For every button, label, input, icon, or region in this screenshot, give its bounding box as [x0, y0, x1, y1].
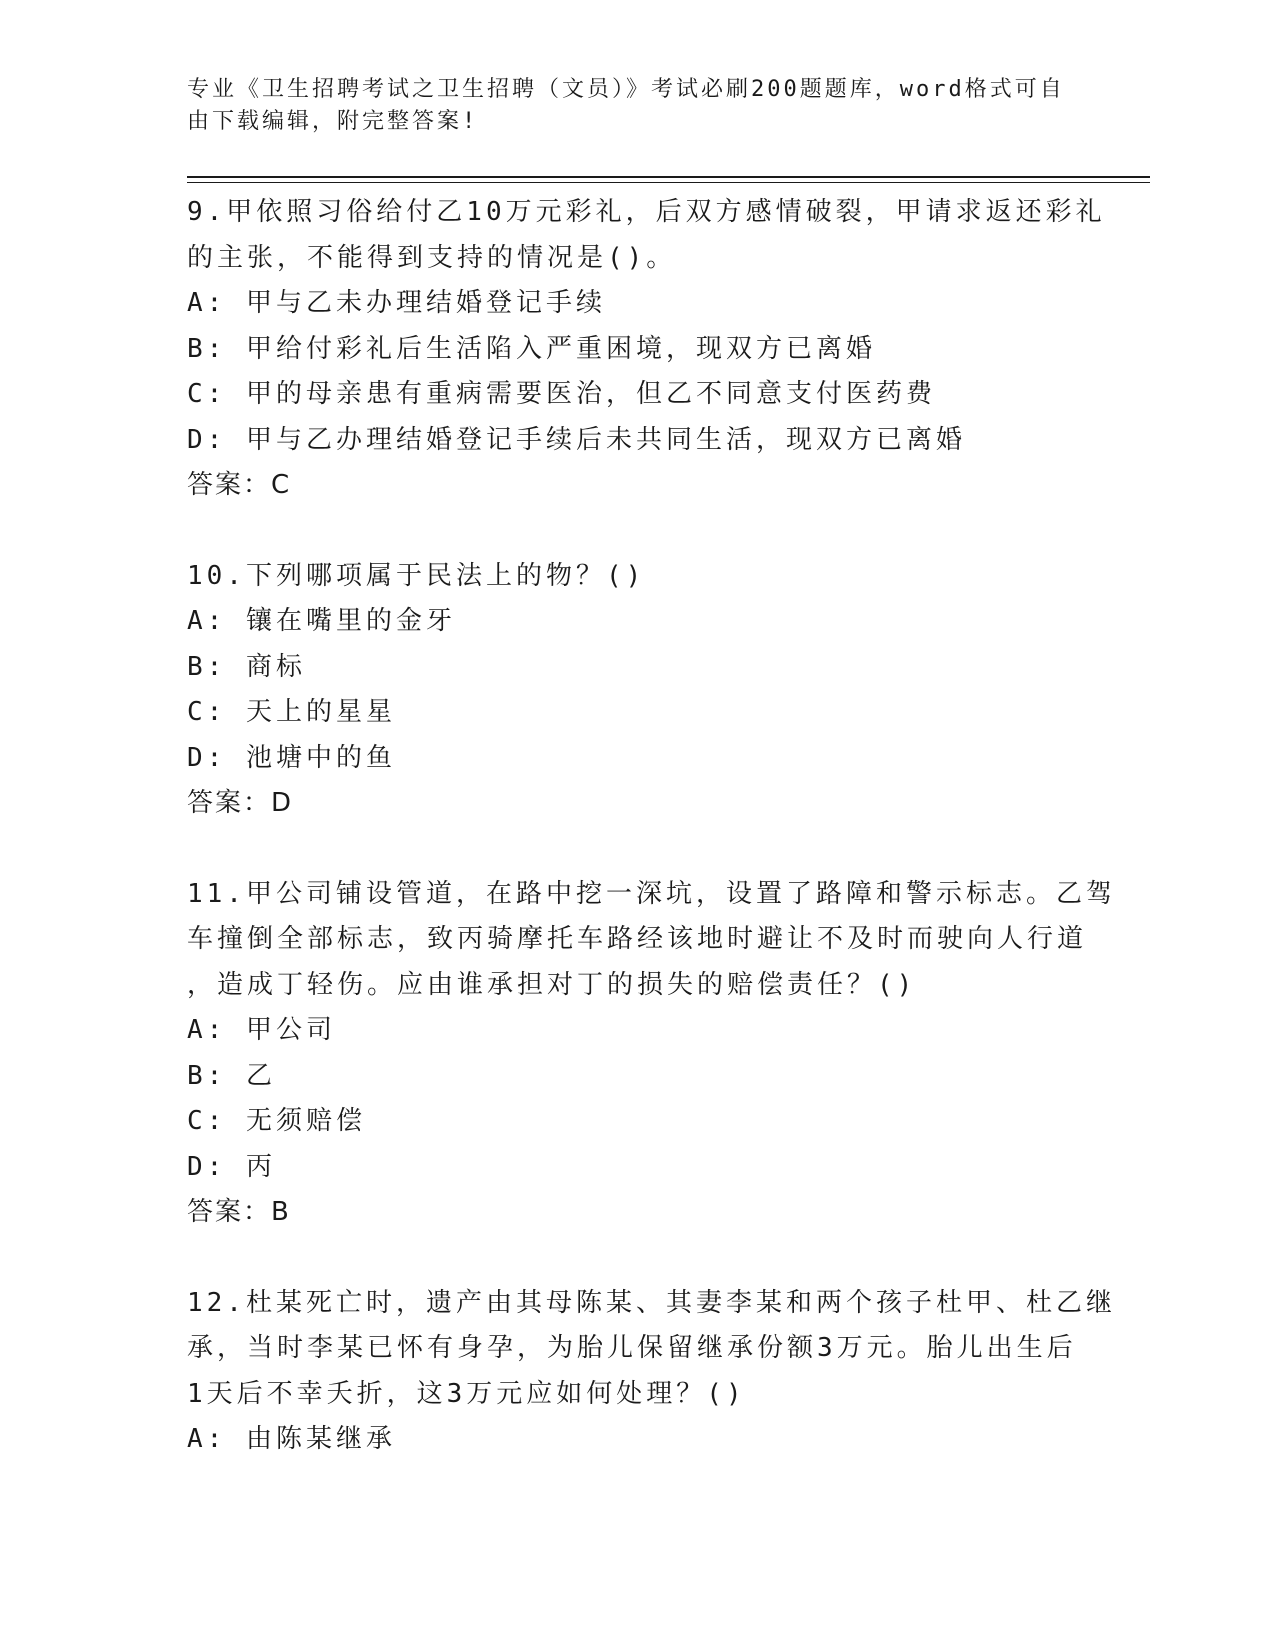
- question-stem-line: 9.甲依照习俗给付乙10万元彩礼，后双方感情破裂，甲请求返还彩礼: [187, 197, 1106, 227]
- option-a: A: 由陈某继承: [187, 1424, 396, 1454]
- header-line-1: 专业《卫生招聘考试之卫生招聘（文员）》考试必刷200题题库，word格式可自: [187, 77, 1065, 102]
- question-10: [187, 554, 1087, 827]
- option-a: A: 甲公司: [187, 1015, 336, 1045]
- question-stem-line: 1天后不幸夭折，这3万元应如何处理？(): [187, 1378, 746, 1409]
- option-d: D: 池塘中的鱼: [187, 742, 396, 773]
- answer-line: 答案：C: [187, 470, 292, 500]
- option-b: B: 甲给付彩礼后生活陷入严重困境，现双方已离婚: [187, 333, 876, 364]
- option-c: C: 天上的星星: [187, 697, 396, 727]
- option-c: C: 甲的母亲患有重病需要医治，但乙不同意支付医药费: [187, 379, 936, 409]
- question-stem-line: 10.下列哪项属于民法上的物？(): [187, 560, 646, 591]
- option-b: B: 乙: [187, 1060, 276, 1091]
- answer-line: 答案：D: [187, 788, 294, 818]
- option-b: B: 商标: [187, 651, 306, 682]
- question-12: [187, 1281, 1116, 1463]
- option-c: C: 无须赔偿: [187, 1106, 366, 1136]
- document-header: [187, 74, 1067, 138]
- question-stem-line: ，造成丁轻伤。应由谁承担对丁的损失的赔偿责任？(): [187, 969, 917, 1000]
- question-9: [187, 190, 1106, 509]
- answer-line: 答案：B: [187, 1197, 291, 1227]
- question-stem-line: 的主张，不能得到支持的情况是()。: [187, 242, 677, 273]
- question-stem-line: 11.甲公司铺设管道，在路中挖一深坑，设置了路障和警示标志。乙驾: [187, 878, 1116, 909]
- question-stem-line: 车撞倒全部标志，致丙骑摩托车路经该地时避让不及时而驶向人行道: [187, 924, 1088, 954]
- header-divider-thick: [187, 176, 1150, 178]
- header-line-2: 由下载编辑，附完整答案!: [187, 109, 479, 134]
- header-divider-thin: [187, 182, 1150, 183]
- option-d: D: 甲与乙办理结婚登记手续后未共同生活，现双方已离婚: [187, 424, 966, 455]
- option-a: A: 镶在嘴里的金牙: [187, 606, 456, 636]
- question-stem-line: 12.杜某死亡时，遗产由其母陈某、其妻李某和两个孩子杜甲、杜乙继: [187, 1287, 1116, 1318]
- option-a: A: 甲与乙未办理结婚登记手续: [187, 288, 606, 318]
- question-11: [187, 872, 1116, 1236]
- question-list: [187, 190, 1116, 1508]
- question-stem-line: 承，当时李某已怀有身孕，为胎儿保留继承份额3万元。胎儿出生后: [187, 1333, 1077, 1363]
- option-d: D: 丙: [187, 1151, 276, 1182]
